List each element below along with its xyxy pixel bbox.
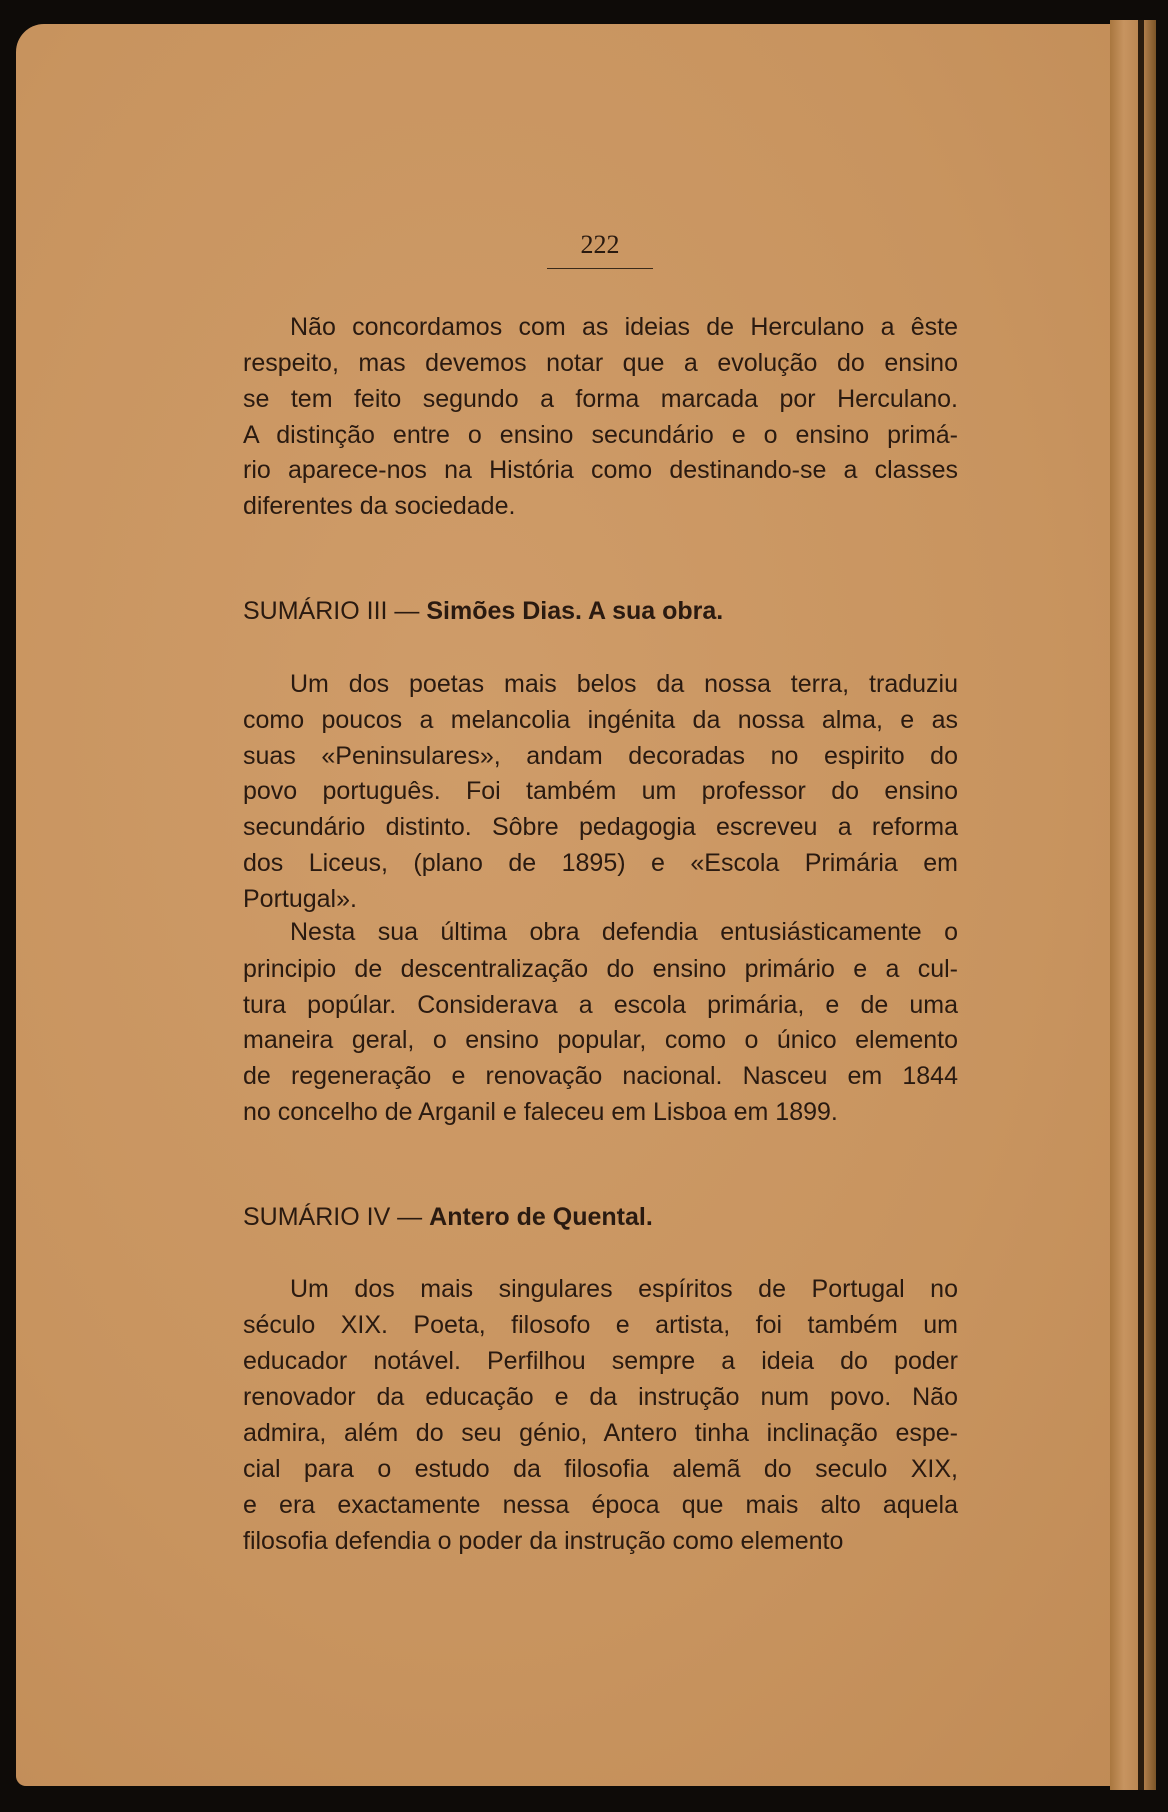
paragraph-line: Nesta sua última obra defendia entusiásticamente o (290, 918, 958, 946)
page-gutter-shadow (1138, 20, 1144, 1790)
paragraph-line: povo português. Foi também um professor do ensino (243, 777, 958, 805)
paragraph-line: maneira geral, o ensino popular, como o único elemento (243, 1026, 958, 1054)
paragraph-line: no concelho de Arganil e faleceu em Lisboa em 1899. (243, 1098, 838, 1126)
paragraph-line: diferentes da sociedade. (243, 492, 516, 520)
next-page-edge (1110, 20, 1156, 1790)
paragraph-line: secundário distinto. Sôbre pedagogia escreveu a reforma (243, 813, 958, 841)
paragraph-line: Um dos poetas mais belos da nossa terra, traduziu (290, 670, 958, 698)
paragraph-line: Portugal». (243, 885, 357, 913)
paragraph-line: suas «Peninsulares», andam decoradas no espirito do (243, 742, 958, 770)
section-title: Antero de Quental. (429, 1203, 653, 1231)
section-heading (243, 1199, 653, 1235)
paragraph-line: e era exactamente nessa época que mais alto aquela (243, 1491, 958, 1519)
section-heading (243, 593, 723, 629)
paragraph-line: de regeneração e renovação nacional. Nasceu em 1844 (243, 1062, 958, 1090)
paragraph-line: filosofia defendia o poder da instrução como elemento (243, 1527, 844, 1555)
paragraph-line: tura popúlar. Considerava a escola primária, e de uma (243, 991, 958, 1019)
paragraph-line: cial para o estudo da filosofia alemã do seculo XIX, (243, 1455, 958, 1483)
paragraph-line: educador notável. Perfilhou sempre a ideia do poder (243, 1347, 958, 1375)
paragraph-line: se tem feito segundo a forma marcada por Herculano. (243, 385, 958, 413)
section-title: Simões Dias. A sua obra. (426, 597, 724, 625)
page-number-rule (547, 268, 653, 269)
paragraph-line: Não concordamos com as ideias de Herculano a êste (290, 313, 958, 341)
paragraph-line: respeito, mas devemos notar que a evolução do ensino (243, 349, 958, 377)
page-number: 222 (580, 230, 620, 259)
paragraph-line: A distinção entre o ensino secundário e o ensino primá- (243, 421, 958, 449)
paragraph-line: século XIX. Poeta, filosofo e artista, foi também um (243, 1311, 958, 1339)
paragraph-line: renovador da educação e da instrução num povo. Não (243, 1383, 958, 1411)
paragraph-line: admira, além do seu génio, Antero tinha inclinação espe- (243, 1419, 958, 1447)
section-number: SUMÁRIO III — (243, 597, 427, 625)
paragraph-line: dos Liceus, (plano de 1895) e «Escola Primária em (243, 849, 958, 877)
paragraph-line: como poucos a melancolia ingénita da nossa alma, e as (243, 706, 958, 734)
paragraph-line: principio de descentralização do ensino primário e a cul- (243, 955, 958, 983)
paragraph-line: Um dos mais singulares espíritos de Portugal no (290, 1275, 958, 1303)
section-number: SUMÁRIO IV — (243, 1203, 430, 1231)
paragraph-line: rio aparece-nos na História como destinando-se a classes (243, 456, 958, 484)
